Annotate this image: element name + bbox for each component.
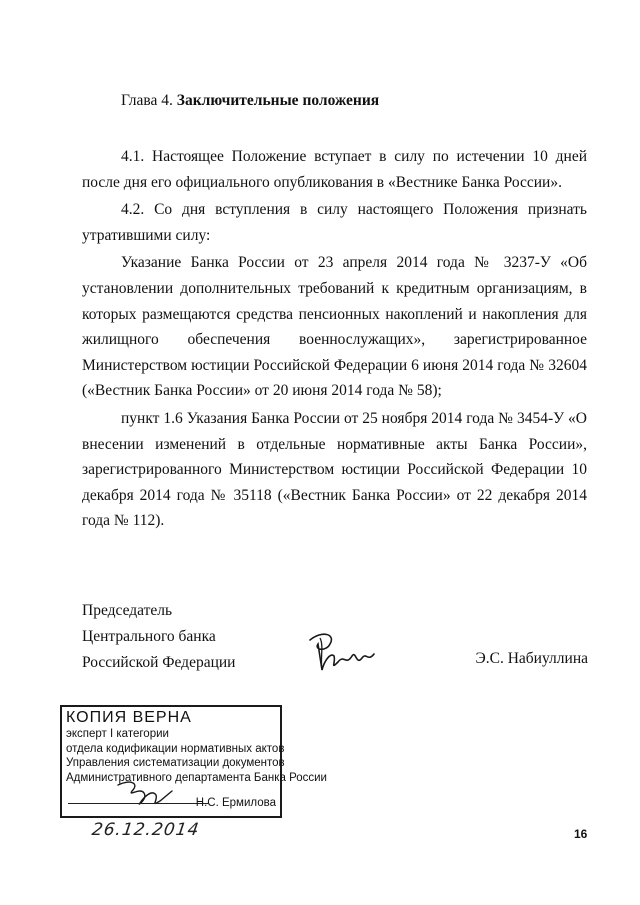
stamp-line: эксперт I категории: [66, 728, 169, 740]
stamp-line: отдела кодификации нормативных актов: [66, 742, 285, 755]
signatory-position: [82, 598, 235, 676]
stamp-line: Административного департамента Банка России: [66, 771, 327, 784]
paragraph: Указание Банка России от 23 апреля 2014 года № 3237-У «Об установлении дополнительных требований к кредитным организациям, в которых размещаются средства пенсионных накоплений и накопления для жилищного обеспечения военнослужащих», зарегистрированное Министерством юстиции Российской Федерации 6 июня 2014 года № 32604 («Вестник Банка России» от 20 июня 2014 года № 58);: [82, 254, 587, 400]
paragraph: пункт 1.6 Указания Банка России от 25 ноября 2014 года № 3454-У «О внесении изменений в отдельные нормативные акты Банка России», зарегистрированного Министерством юстиции Российской Федерации 10 декабря 2014 года № 35118 («Вестник Банка России» от 22 декабря 2014 года № 112).: [82, 409, 587, 530]
stamp-signature: [110, 777, 180, 818]
chapter-title: Заключительные положения: [176, 92, 380, 109]
position-line: Председатель: [82, 602, 173, 619]
position-line: Российской Федерации: [82, 654, 236, 671]
paragraph: 4.1. Настоящее Положение вступает в силу по истечении 10 дней после дня его официального опубликования в «Вестнике Банка России».: [82, 148, 587, 191]
handwritten-date: 26.12.2014: [90, 820, 201, 840]
signatory-name: Э.С. Набиуллина: [475, 650, 588, 667]
document-body: [82, 144, 587, 536]
copy-verified-stamp: [60, 705, 327, 818]
stamp-signature-line: [68, 803, 208, 804]
position-line: Центрального банка: [82, 628, 216, 645]
stamp-line: Управления систематизации документов: [66, 757, 285, 769]
paragraph: 4.2. Со дня вступления в силу настоящего Положения признать утратившими силу:: [82, 201, 587, 244]
stamp-title: КОПИЯ ВЕРНА: [66, 709, 192, 726]
chapter-heading: [121, 92, 379, 110]
handwritten-signature: [300, 626, 380, 683]
page-number: 16: [574, 827, 588, 841]
stamp-name: Н.С. Ермилова: [195, 797, 276, 809]
chapter-number: Глава 4.: [121, 92, 173, 109]
